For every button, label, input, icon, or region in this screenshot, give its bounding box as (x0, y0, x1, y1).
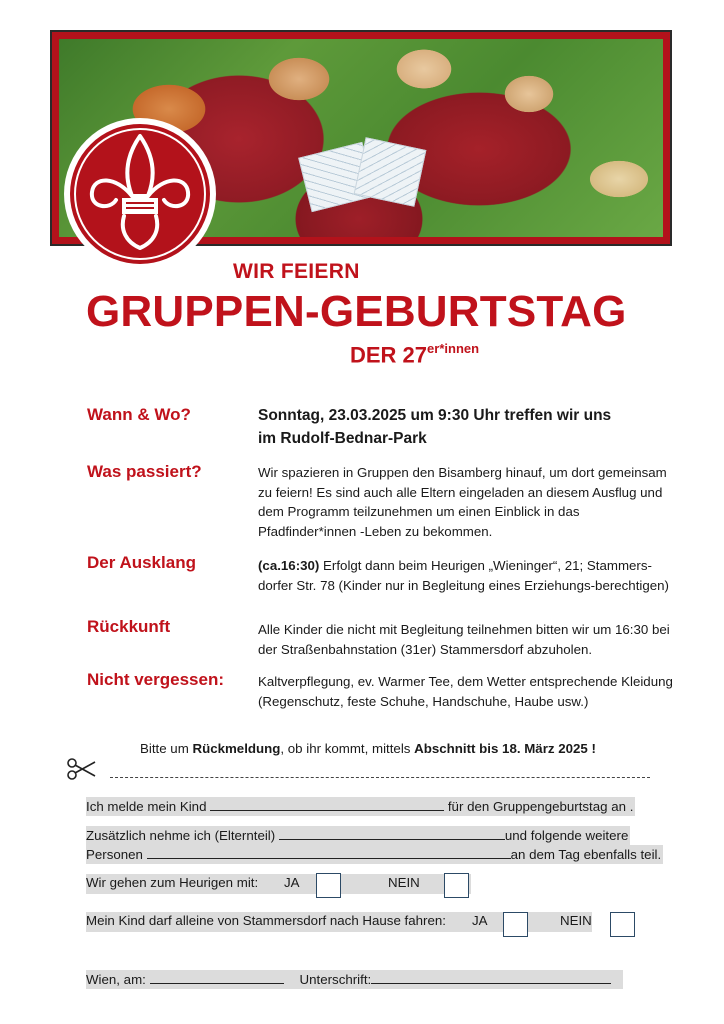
alone-yes-label: JA (472, 913, 488, 928)
heurigen-yes-checkbox[interactable] (316, 873, 341, 898)
text-was-passiert: Wir spazieren in Gruppen den Bisamberg hinauf, um dort gemeinsam zu feiern! Es sind auch alle Eltern eingeladen an diesem Ausflug und dem Programm teilzunehmen um einen Einblick in das Pfadfinder*innen -Leben zu bekommen. (258, 465, 667, 539)
reply-middle: , ob ihr kommt, mittels (280, 741, 415, 756)
reply-bold-rueckmeldung: Rückmeldung (192, 741, 281, 756)
fleur-de-lis-logo-icon (64, 118, 216, 270)
form-line2-prefix: Zusätzlich nehme ich (Elternteil) (86, 828, 279, 843)
reply-bold-deadline: Abschnitt bis 18. März 2025 ! (414, 741, 596, 756)
text-nicht-vergessen: Kaltverpflegung, ev. Warmer Tee, dem Wetter entsprechende Kleidung (Regenschutz, feste Schuhe, Handschuhe, Haube usw.) (258, 674, 673, 709)
heurigen-yes-label: JA (284, 875, 300, 890)
label-ausklang: Der Ausklang (87, 553, 196, 572)
place-date-label: Wien, am: (86, 972, 150, 987)
ausklang-text: Erfolgt dann beim Heurigen „Wieninger“, 21; Stammers-dorfer Str. 78 (Kinder nur in Begleitung eines Erziehungs-berechtigen) (258, 558, 669, 593)
form-line-signature (86, 970, 623, 989)
label-wann-wo: Wann & Wo? (87, 405, 191, 424)
ausklang-time: (ca.16:30) (258, 558, 320, 573)
place-date-field[interactable] (150, 971, 284, 984)
form-line1-suffix: für den Gruppengeburtstag an . (444, 799, 634, 814)
signature-field[interactable] (371, 971, 611, 984)
persons-field[interactable] (147, 846, 511, 859)
reply-note (140, 741, 596, 756)
heurigen-no-label: NEIN (388, 875, 420, 890)
form-line3-prefix: Personen (86, 847, 147, 862)
alone-no-checkbox[interactable] (610, 912, 635, 937)
signature-label: Unterschrift: (299, 972, 372, 987)
form-line-child (86, 797, 635, 816)
alone-no-label: NEIN (560, 913, 592, 928)
text-ausklang (258, 556, 678, 595)
form-line3-suffix: an dem Tag ebenfalls teil. (510, 847, 662, 862)
form-line1-prefix: Ich melde mein Kind (86, 799, 211, 814)
cut-line (110, 777, 650, 778)
alone-question: Mein Kind darf alleine von Stammersdorf nach Hause fahren: (86, 913, 446, 928)
form-line-persons (86, 845, 663, 864)
title-wir-feiern: WIR FEIERN (233, 260, 360, 283)
form-line-parent (86, 826, 630, 845)
map-sheet-right (354, 137, 427, 207)
heurigen-question: Wir gehen zum Heurigen mit: (86, 875, 259, 890)
page-title: GRUPPEN-GEBURTSTAG (86, 287, 627, 336)
label-was-passiert: Was passiert? (87, 462, 202, 481)
subtitle (350, 342, 479, 368)
text-rueckkunft: Alle Kinder die nicht mit Begleitung teilnehmen bitten wir um 16:30 bei der Straßenbahnstation (31er) Stammersdorf abzuholen. (258, 622, 670, 657)
child-name-field[interactable] (210, 798, 444, 811)
heurigen-no-checkbox[interactable] (444, 873, 469, 898)
reply-prefix: Bitte um (140, 741, 193, 756)
label-nicht-vergessen: Nicht vergessen: (87, 670, 224, 689)
label-rueckkunft: Rückkunft (87, 617, 171, 636)
scissors-icon (66, 757, 96, 781)
parent-name-field[interactable] (279, 827, 505, 840)
form-line2-suffix: und folgende weitere (504, 828, 629, 843)
text-wann-wo: Sonntag, 23.03.2025 um 9:30 Uhr treffen wir uns im Rudolf-Bednar-Park (258, 407, 612, 447)
subtitle-sup: er*innen (427, 341, 480, 356)
alone-yes-checkbox[interactable] (503, 912, 528, 937)
subtitle-text: DER 27 (350, 342, 428, 368)
